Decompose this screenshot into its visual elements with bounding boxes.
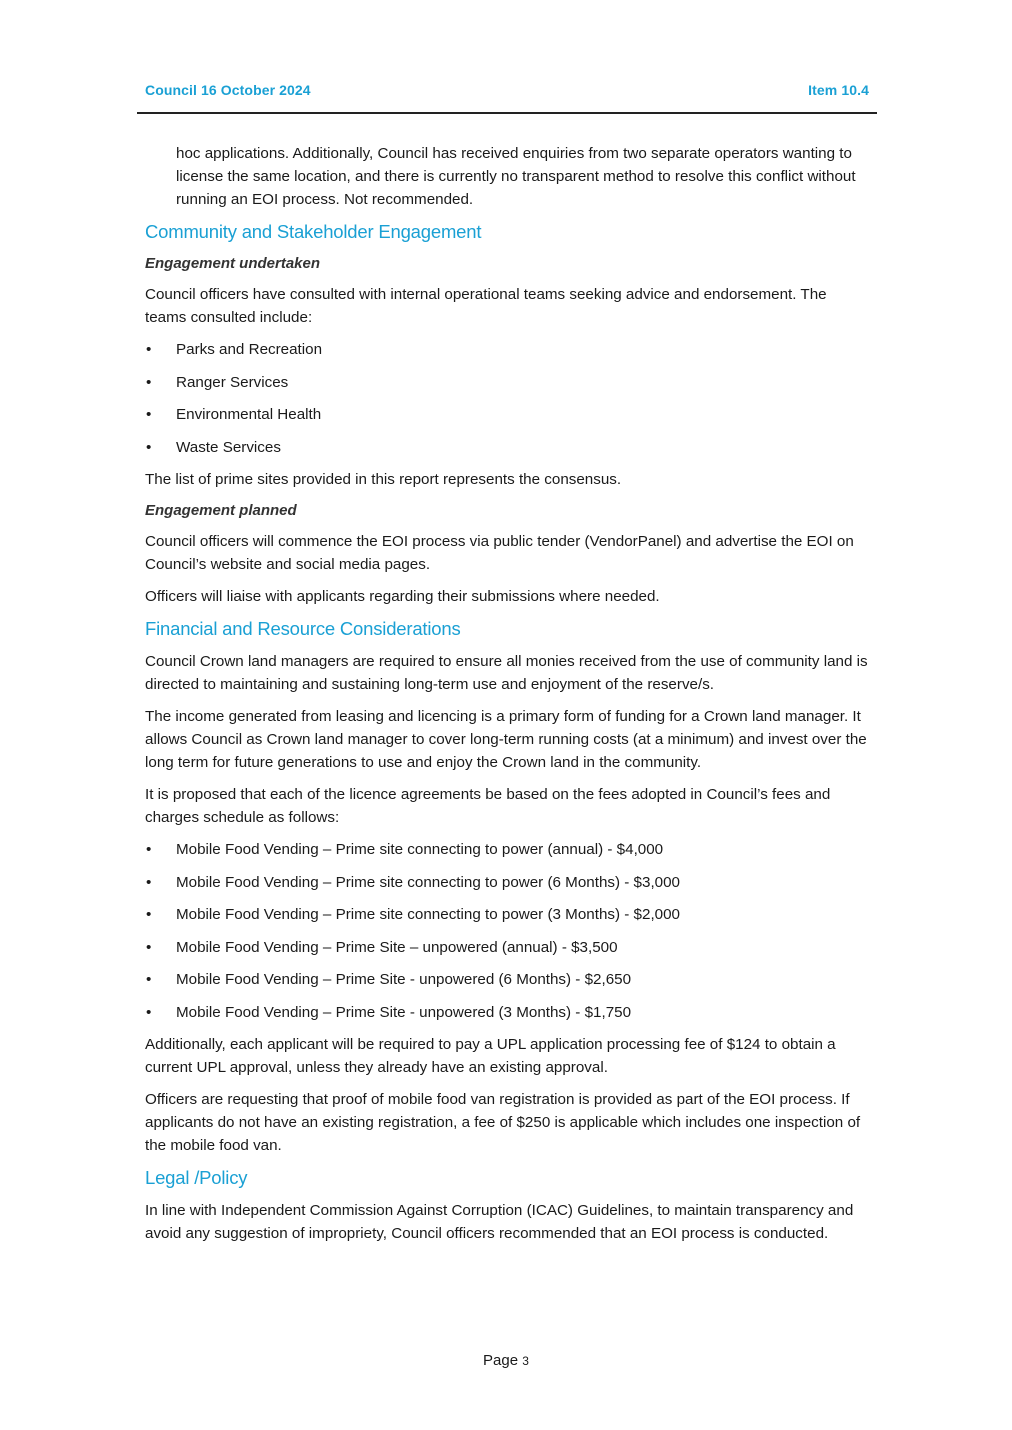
list-item: • Mobile Food Vending – Prime Site - unpowered (3 Months) - $1,750 — [145, 1001, 871, 1024]
list-item: • Mobile Food Vending – Prime Site - unpowered (6 Months) - $2,650 — [145, 968, 871, 991]
bullet-icon: • — [146, 873, 152, 891]
list-item: • Waste Services — [145, 436, 871, 459]
teams-consulted-list — [145, 338, 871, 459]
bullet-icon: • — [146, 373, 152, 391]
legal-policy-heading: Legal /Policy — [145, 1167, 248, 1188]
page-label: Page — [483, 1352, 519, 1369]
list-item: • Mobile Food Vending – Prime site connecting to power (3 Months) - $2,000 — [145, 903, 871, 926]
bullet-icon: • — [146, 906, 152, 923]
page-footer — [0, 1352, 1012, 1369]
engagement-undertaken-heading: Engagement undertaken — [145, 255, 321, 272]
financial-paragraph-1: Council Crown land managers are required to ensure all monies received from the use of community land is directed to maintaining and sustaining long-term use and enjoyment of the reserve/s. — [145, 653, 868, 693]
bullet-icon: • — [146, 971, 152, 988]
bullet-icon: • — [146, 1003, 152, 1021]
consensus-text: The list of prime sites provided in this report represents the consensus. — [145, 471, 622, 488]
legal-paragraph-1: In line with Independent Commission Against Corruption (ICAC) Guidelines, to maintain transparency and avoid any suggestion of impropriety, Council officers recommended that an EOI process is conducted. — [145, 1202, 854, 1242]
liaise-text: Officers will liaise with applicants regarding their submissions where needed. — [145, 588, 660, 605]
page-header — [137, 78, 877, 114]
community-engagement-heading: Community and Stakeholder Engagement — [145, 221, 482, 242]
list-item: • Ranger Services — [145, 371, 871, 394]
engagement-undertaken-text: Council officers have consulted with internal operational teams seeking advice and endorsement. The teams consulted include: — [145, 286, 827, 326]
item-number-label: Item 10.4 — [808, 82, 869, 98]
fees-list — [145, 838, 871, 1024]
bullet-icon: • — [146, 841, 152, 858]
financial-paragraph-5: Officers are requesting that proof of mobile food van registration is provided as part of the EOI process. If applicants do not have an existing registration, a fee of $250 is applicable which includes one inspection of the mobile food van. — [145, 1091, 861, 1154]
page-number: 3 — [522, 1354, 529, 1368]
list-item: • Mobile Food Vending – Prime site connecting to power (6 Months) - $3,000 — [145, 871, 871, 894]
list-item: • Parks and Recreation — [145, 338, 871, 361]
list-item: • Mobile Food Vending – Prime site connecting to power (annual) - $4,000 — [145, 838, 871, 861]
financial-heading: Financial and Resource Considerations — [145, 618, 461, 639]
financial-paragraph-2: The income generated from leasing and licencing is a primary form of funding for a Crown land manager. It allows Council as Crown land manager to cover long-term running costs (at a minimum) and invest over the long term for future generations to use and enjoy the Crown land in the community. — [145, 708, 867, 771]
bullet-icon: • — [146, 938, 152, 956]
document-body — [145, 142, 871, 1254]
list-item: • Mobile Food Vending – Prime Site – unpowered (annual) - $3,500 — [145, 936, 871, 959]
bullet-icon: • — [146, 438, 152, 456]
intro-paragraph: hoc applications. Additionally, Council has received enquiries from two separate operators wanting to license the same location, and there is currently no transparent method to resolve this conflict without running an EOI process. Not recommended. — [176, 145, 856, 208]
meeting-date-label: Council 16 October 2024 — [145, 82, 311, 98]
financial-paragraph-3: It is proposed that each of the licence agreements be based on the fees adopted in Council’s fees and charges schedule as follows: — [145, 786, 831, 826]
bullet-icon: • — [146, 341, 152, 358]
engagement-planned-heading: Engagement planned — [145, 502, 297, 519]
bullet-icon: • — [146, 406, 152, 423]
financial-paragraph-4: Additionally, each applicant will be required to pay a UPL application processing fee of $124 to obtain a current UPL approval, unless they already have an existing approval. — [145, 1036, 836, 1076]
engagement-planned-text: Council officers will commence the EOI process via public tender (VendorPanel) and advertise the EOI on Council’s website and social media pages. — [145, 533, 854, 573]
list-item: • Environmental Health — [145, 403, 871, 426]
